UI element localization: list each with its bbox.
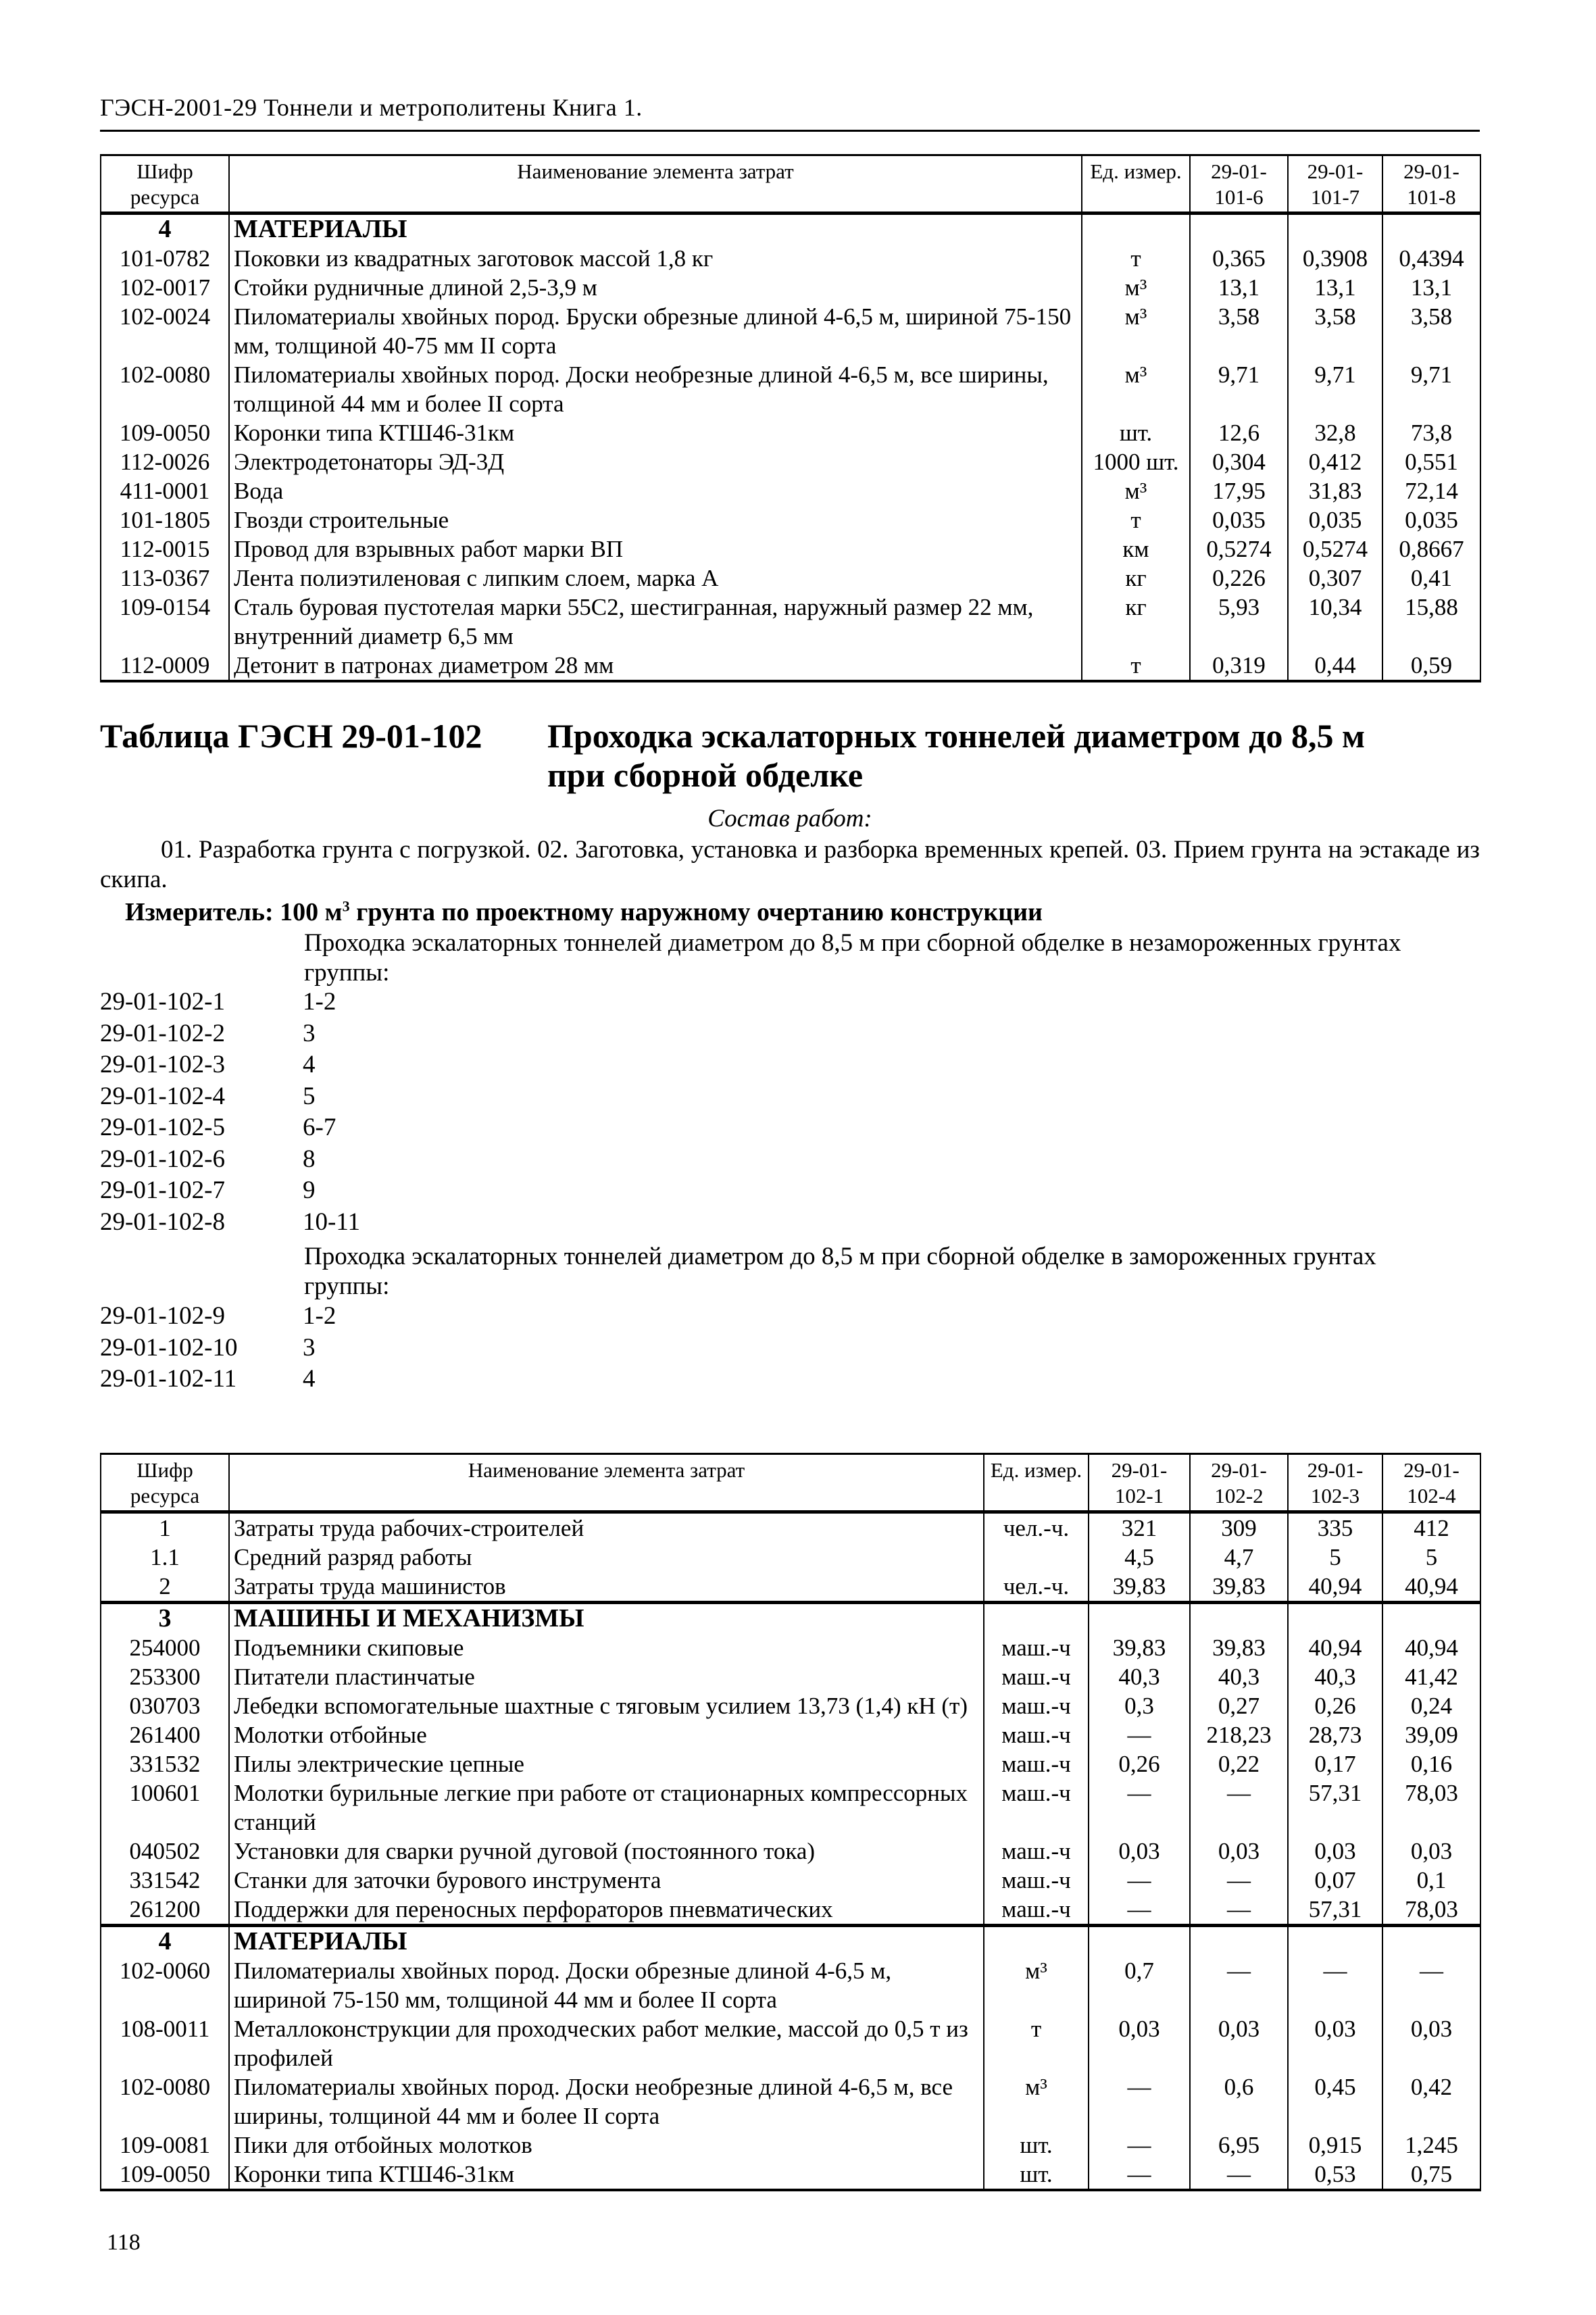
table-row (101, 1512, 1480, 1543)
resource-name: Коронки типа КТШ46-31км (229, 2160, 984, 2190)
rate-code: 29-01-102-9 (100, 1302, 225, 1330)
norm-value: 0,22 (1190, 1749, 1288, 1778)
resource-name: Пики для отбойных молотков (229, 2131, 984, 2160)
unit: маш.-ч (984, 1866, 1089, 1895)
norm-value: 0,035 (1382, 505, 1480, 534)
norm-value: 40,3 (1190, 1662, 1288, 1691)
rate-item (100, 1018, 360, 1050)
resource-code: 030703 (101, 1691, 229, 1720)
work-composition-text: 01. Разработка грунта с погрузкой. 02. Заготовка, установка и разборка временных крепей. 03. Прием грунта на эстакаде из скипа. (100, 836, 1480, 893)
table-header-row (101, 155, 1480, 214)
unit: кг (1082, 564, 1190, 593)
resource-name: Средний разряд работы (229, 1543, 984, 1572)
table-name-title: Проходка эскалаторных тоннелей диаметром до 8,5 м при сборной обделке (547, 717, 1366, 794)
running-header: ГЭСН-2001-29 Тоннели и метрополитены Книга 1. (100, 94, 643, 121)
resource-code: 102-0024 (101, 302, 229, 360)
table-row (101, 2014, 1480, 2072)
table-row (101, 1691, 1480, 1720)
norm-value: — (1288, 1956, 1382, 2014)
group-description-unfrozen: Проходка эскалаторных тоннелей диаметром до 8,5 м при сборной обделке в незамороженных грунтах группы: (304, 929, 1401, 987)
resource-name: Установки для сварки ручной дуговой (постоянного тока) (229, 1837, 984, 1866)
table-row (101, 476, 1480, 505)
norm-value: 57,31 (1288, 1778, 1382, 1837)
table-row (101, 1778, 1480, 1837)
resource-code: 331532 (101, 1749, 229, 1778)
norm-value: 73,8 (1382, 418, 1480, 447)
unit: маш.-ч (984, 1895, 1089, 1926)
table-row (101, 651, 1480, 681)
norm-value: 0,26 (1089, 1749, 1190, 1778)
resource-name: Пиломатериалы хвойных пород. Доски необрезные длиной 4-6,5 м, все ширины, толщиной 44 мм и более II сорта (229, 2072, 984, 2131)
resource-code: 1.1 (101, 1543, 229, 1572)
rate-code: 29-01-102-7 (100, 1176, 225, 1204)
resource-name: Пиломатериалы хвойных пород. Доски необрезные длиной 4-6,5 м, все ширины, толщиной 44 мм и более II сорта (229, 360, 1082, 418)
meter-sup: 3 (342, 897, 350, 915)
unit: шт. (984, 2160, 1089, 2190)
table-row (101, 244, 1480, 273)
unit: т (1082, 651, 1190, 681)
rate-list-unfrozen (100, 987, 360, 1238)
resource-code: 100601 (101, 1778, 229, 1837)
soil-group: 4 (303, 1051, 316, 1078)
soil-group: 6-7 (303, 1114, 336, 1141)
norm-value: 39,83 (1089, 1633, 1190, 1662)
norm-value: 0,307 (1288, 564, 1382, 593)
section-code: 3 (101, 1603, 229, 1634)
resource-name: Коронки типа КТШ46-31км (229, 418, 1082, 447)
norm-value: 9,71 (1288, 360, 1382, 418)
norm-value: 335 (1288, 1512, 1382, 1543)
norm-value: 0,915 (1288, 2131, 1382, 2160)
table-row (101, 564, 1480, 593)
resource-name: Гвозди строительные (229, 505, 1082, 534)
resource-code: 112-0015 (101, 534, 229, 564)
norm-value: 57,31 (1288, 1895, 1382, 1926)
resource-name: Молотки отбойные (229, 1720, 984, 1749)
norm-value: 0,41 (1382, 564, 1480, 593)
header-col-2: 29-01-102-2 (1190, 1454, 1288, 1512)
norm-value: 0,24 (1382, 1691, 1480, 1720)
norm-value: 5,93 (1190, 593, 1288, 651)
resource-name: Стойки рудничные длиной 2,5-3,9 м (229, 273, 1082, 302)
norm-value: 15,88 (1382, 593, 1480, 651)
norm-value: 0,1 (1382, 1866, 1480, 1895)
rate-item (100, 1049, 360, 1081)
rate-item (100, 1081, 360, 1113)
unit: 1000 шт. (1082, 447, 1190, 476)
resource-code: 113-0367 (101, 564, 229, 593)
resource-code: 101-0782 (101, 244, 229, 273)
rate-list-frozen (100, 1301, 336, 1395)
section-name: МАТЕРИАЛЫ (229, 214, 1082, 245)
unit: т (984, 2014, 1089, 2072)
norm-value: — (1190, 1895, 1288, 1926)
norm-value: — (1190, 2160, 1288, 2190)
norm-value: 0,03 (1089, 1837, 1190, 1866)
resource-name: Подъемники скиповые (229, 1633, 984, 1662)
resource-code: 040502 (101, 1837, 229, 1866)
norm-value: 72,14 (1382, 476, 1480, 505)
rate-item (100, 1364, 336, 1395)
norm-value: 3,58 (1190, 302, 1288, 360)
table-row (101, 1572, 1480, 1603)
resource-code: 112-0026 (101, 447, 229, 476)
norm-value: 0,27 (1190, 1691, 1288, 1720)
table-row (101, 505, 1480, 534)
norm-value: 0,42 (1382, 2072, 1480, 2131)
norm-value: 0,17 (1288, 1749, 1382, 1778)
norm-value: 0,7 (1089, 1956, 1190, 2014)
rate-code: 29-01-102-4 (100, 1082, 225, 1110)
unit: маш.-ч (984, 1837, 1089, 1866)
norm-value: 0,412 (1288, 447, 1382, 476)
norm-value: 13,1 (1382, 273, 1480, 302)
table-row (101, 360, 1480, 418)
resource-table-29-01-101 (100, 154, 1481, 682)
norm-value: 3,58 (1288, 302, 1382, 360)
unit: шт. (984, 2131, 1089, 2160)
norm-value: 0,03 (1382, 1837, 1480, 1866)
resource-code: 102-0080 (101, 360, 229, 418)
norm-value: 412 (1382, 1512, 1480, 1543)
section-name: МАШИНЫ И МЕХАНИЗМЫ (229, 1603, 984, 1634)
soil-group: 8 (303, 1145, 316, 1173)
header-unit: Ед. измер. (1082, 155, 1190, 214)
resource-name: Детонит в патронах диаметром 28 мм (229, 651, 1082, 681)
norm-value: 0,226 (1190, 564, 1288, 593)
resource-code: 253300 (101, 1662, 229, 1691)
table-code-title: Таблица ГЭСН 29-01-102 (100, 717, 482, 755)
resource-code: 254000 (101, 1633, 229, 1662)
table-row (101, 1837, 1480, 1866)
header-code: Шифр ресурса (101, 1454, 229, 1512)
norm-value: 0,319 (1190, 651, 1288, 681)
resource-code: 109-0081 (101, 2131, 229, 2160)
resource-name: Металлоконструкции для проходческих работ мелкие, массой до 0,5 т из профилей (229, 2014, 984, 2072)
table-row (101, 534, 1480, 564)
rate-code: 29-01-102-6 (100, 1145, 225, 1173)
norm-value: 10,34 (1288, 593, 1382, 651)
table-row (101, 273, 1480, 302)
rate-item (100, 1112, 360, 1144)
unit: м³ (1082, 360, 1190, 418)
norm-value: — (1190, 1956, 1288, 2014)
norm-value: 32,8 (1288, 418, 1382, 447)
norm-value: 218,23 (1190, 1720, 1288, 1749)
norm-value: 39,83 (1190, 1633, 1288, 1662)
norm-value: 3,58 (1382, 302, 1480, 360)
norm-value: 0,5274 (1288, 534, 1382, 564)
rate-item (100, 1144, 360, 1176)
resource-name: Пилы электрические цепные (229, 1749, 984, 1778)
resource-name: Провод для взрывных работ марки ВП (229, 534, 1082, 564)
rate-item (100, 1207, 360, 1239)
soil-group: 10-11 (303, 1208, 360, 1236)
norm-value: 4,7 (1190, 1543, 1288, 1572)
resource-code: 101-1805 (101, 505, 229, 534)
header-code: Шифр ресурса (101, 155, 229, 214)
norm-value: — (1089, 2072, 1190, 2131)
unit: м³ (1082, 476, 1190, 505)
norm-value: 13,1 (1288, 273, 1382, 302)
norm-value: 0,59 (1382, 651, 1480, 681)
norm-value: 13,1 (1190, 273, 1288, 302)
rate-code: 29-01-102-10 (100, 1333, 238, 1362)
norm-value: 0,03 (1288, 1837, 1382, 1866)
section-name: МАТЕРИАЛЫ (229, 1926, 984, 1957)
norm-value: — (1089, 1778, 1190, 1837)
unit: кг (1082, 593, 1190, 651)
resource-code: 109-0050 (101, 2160, 229, 2190)
rate-item (100, 1175, 360, 1207)
norm-value: — (1190, 1778, 1288, 1837)
work-composition-heading: Состав работ: (707, 805, 872, 832)
header-col-1: 29-01-102-1 (1089, 1454, 1190, 1512)
header-name: Наименование элемента затрат (229, 155, 1082, 214)
norm-value: 0,551 (1382, 447, 1480, 476)
header-col-4: 29-01-102-4 (1382, 1454, 1480, 1512)
meter-suffix: грунта по проектному наружному очертанию конструкции (349, 898, 1043, 926)
norm-value: 9,71 (1190, 360, 1288, 418)
norm-value: 39,83 (1089, 1572, 1190, 1603)
unit: т (1082, 244, 1190, 273)
section-code: 4 (101, 214, 229, 245)
norm-value: 0,03 (1288, 2014, 1382, 2072)
table-row (101, 2072, 1480, 2131)
resource-name: Лебедки вспомогательные шахтные с тяговым усилием 13,73 (1,4) кН (т) (229, 1691, 984, 1720)
soil-group: 3 (303, 1019, 316, 1047)
meter-line (125, 897, 1043, 927)
norm-value: 0,4394 (1382, 244, 1480, 273)
resource-code: 331542 (101, 1866, 229, 1895)
table-header-row (101, 1454, 1480, 1512)
norm-value: 40,3 (1089, 1662, 1190, 1691)
table-row (101, 1720, 1480, 1749)
norm-value: 28,73 (1288, 1720, 1382, 1749)
norm-value: 0,03 (1382, 2014, 1480, 2072)
rate-code: 29-01-102-3 (100, 1051, 225, 1078)
norm-value: 0,304 (1190, 447, 1288, 476)
norm-value: 6,95 (1190, 2131, 1288, 2160)
unit: м³ (1082, 273, 1190, 302)
table-row (101, 1633, 1480, 1662)
norm-value: 40,94 (1382, 1572, 1480, 1603)
unit (984, 1543, 1089, 1572)
norm-value: 0,035 (1288, 505, 1382, 534)
resource-code: 1 (101, 1512, 229, 1543)
resource-name: Сталь буровая пустотелая марки 55С2, шестигранная, наружный размер 22 мм, внутренний диаметр 6,5 мм (229, 593, 1082, 651)
rate-code: 29-01-102-1 (100, 988, 225, 1016)
norm-value: — (1382, 1956, 1480, 2014)
resource-name: Станки для заточки бурового инструмента (229, 1866, 984, 1895)
resource-name: Вода (229, 476, 1082, 505)
unit: м³ (1082, 302, 1190, 360)
resource-code: 102-0017 (101, 273, 229, 302)
table-body (101, 214, 1480, 682)
table-row (101, 1543, 1480, 1572)
norm-value: 0,53 (1288, 2160, 1382, 2190)
header-col-2: 29-01-101-7 (1288, 155, 1382, 214)
norm-value: 1,245 (1382, 2131, 1480, 2160)
table-row (101, 302, 1480, 360)
table-row (101, 1895, 1480, 1926)
resource-name: Электродетонаторы ЭД-3Д (229, 447, 1082, 476)
unit: т (1082, 505, 1190, 534)
norm-value: — (1089, 1895, 1190, 1926)
norm-value: 0,03 (1089, 2014, 1190, 2072)
unit: км (1082, 534, 1190, 564)
table-row (101, 1956, 1480, 2014)
norm-value: 0,07 (1288, 1866, 1382, 1895)
resource-name: Пиломатериалы хвойных пород. Бруски обрезные длиной 4-6,5 м, шириной 75-150 мм, толщиной 40-75 мм II сорта (229, 302, 1082, 360)
norm-value: — (1089, 1720, 1190, 1749)
norm-value: 9,71 (1382, 360, 1480, 418)
header-rule (100, 130, 1480, 132)
section-row-materials (101, 214, 1480, 245)
header-col-3: 29-01-102-3 (1288, 1454, 1382, 1512)
rate-code: 29-01-102-8 (100, 1208, 225, 1236)
soil-group: 1-2 (303, 988, 336, 1016)
table-row (101, 2160, 1480, 2190)
norm-value: — (1089, 2131, 1190, 2160)
resource-name: Затраты труда рабочих-строителей (229, 1512, 984, 1543)
norm-value: 0,44 (1288, 651, 1382, 681)
norm-value: 0,16 (1382, 1749, 1480, 1778)
table-row (101, 1662, 1480, 1691)
table-row (101, 1749, 1480, 1778)
unit: чел.-ч. (984, 1512, 1089, 1543)
labor-body (101, 1512, 1480, 1603)
resource-code: 261200 (101, 1895, 229, 1926)
resource-code: 102-0080 (101, 2072, 229, 2131)
norm-value: 4,5 (1089, 1543, 1190, 1572)
resource-code: 411-0001 (101, 476, 229, 505)
norm-value: 0,26 (1288, 1691, 1382, 1720)
norm-value: 0,365 (1190, 244, 1288, 273)
norm-value: 321 (1089, 1512, 1190, 1543)
norm-value: 0,3908 (1288, 244, 1382, 273)
unit: м³ (984, 1956, 1089, 2014)
resource-code: 112-0009 (101, 651, 229, 681)
norm-value: 5 (1288, 1543, 1382, 1572)
table-row (101, 2131, 1480, 2160)
norm-value: 31,83 (1288, 476, 1382, 505)
soil-group: 1-2 (303, 1302, 336, 1330)
machines-body (101, 1603, 1480, 1926)
soil-group: 3 (303, 1333, 316, 1362)
resource-code: 108-0011 (101, 2014, 229, 2072)
norm-value: 78,03 (1382, 1778, 1480, 1837)
group-description-frozen: Проходка эскалаторных тоннелей диаметром до 8,5 м при сборной обделке в замороженных грунтах группы: (304, 1243, 1376, 1300)
norm-value: 0,035 (1190, 505, 1288, 534)
table-row (101, 593, 1480, 651)
resource-name: Поддержки для переносных перфораторов пневматических (229, 1895, 984, 1926)
unit: шт. (1082, 418, 1190, 447)
table-row (101, 1866, 1480, 1895)
header-unit: Ед. измер. (984, 1454, 1089, 1512)
resource-name: Молотки бурильные легкие при работе от стационарных компрессорных станций (229, 1778, 984, 1837)
unit: маш.-ч (984, 1691, 1089, 1720)
rate-code: 29-01-102-5 (100, 1114, 225, 1141)
resource-table-29-01-102 (100, 1453, 1481, 2191)
norm-value: 39,83 (1190, 1572, 1288, 1603)
norm-value: 17,95 (1190, 476, 1288, 505)
page-number: 118 (107, 2230, 141, 2255)
resource-code: 261400 (101, 1720, 229, 1749)
section-row-materials (101, 1926, 1480, 1957)
rate-code: 29-01-102-2 (100, 1019, 225, 1047)
resource-code: 109-0050 (101, 418, 229, 447)
resource-code: 109-0154 (101, 593, 229, 651)
rate-item (100, 1333, 336, 1364)
resource-code: 102-0060 (101, 1956, 229, 2014)
unit: маш.-ч (984, 1662, 1089, 1691)
unit: м³ (984, 2072, 1089, 2131)
soil-group: 9 (303, 1176, 316, 1204)
unit: чел.-ч. (984, 1572, 1089, 1603)
rate-code: 29-01-102-11 (100, 1365, 237, 1393)
norm-value: 0,8667 (1382, 534, 1480, 564)
resource-name: Поковки из квадратных заготовок массой 1,8 кг (229, 244, 1082, 273)
norm-value: 41,42 (1382, 1662, 1480, 1691)
norm-value: 5 (1382, 1543, 1480, 1572)
norm-value: 40,94 (1288, 1572, 1382, 1603)
rate-item (100, 987, 360, 1018)
header-col-1: 29-01-101-6 (1190, 155, 1288, 214)
meter-prefix: Измеритель: 100 м (125, 898, 343, 926)
unit: маш.-ч (984, 1720, 1089, 1749)
norm-value: — (1089, 1866, 1190, 1895)
rate-item (100, 1301, 336, 1333)
unit: маш.-ч (984, 1778, 1089, 1837)
norm-value: 0,6 (1190, 2072, 1288, 2131)
resource-name: Лента полиэтиленовая с липким слоем, марка А (229, 564, 1082, 593)
norm-value: 39,09 (1382, 1720, 1480, 1749)
soil-group: 4 (303, 1365, 316, 1393)
header-name: Наименование элемента затрат (229, 1454, 984, 1512)
unit: маш.-ч (984, 1749, 1089, 1778)
table-row (101, 418, 1480, 447)
unit: маш.-ч (984, 1633, 1089, 1662)
norm-value: 0,45 (1288, 2072, 1382, 2131)
norm-value: 40,94 (1382, 1633, 1480, 1662)
norm-value: 40,3 (1288, 1662, 1382, 1691)
norm-value: 0,3 (1089, 1691, 1190, 1720)
materials-body (101, 1926, 1480, 2191)
norm-value: 78,03 (1382, 1895, 1480, 1926)
resource-code: 2 (101, 1572, 229, 1603)
soil-group: 5 (303, 1082, 316, 1110)
norm-value: 40,94 (1288, 1633, 1382, 1662)
norm-value: 309 (1190, 1512, 1288, 1543)
norm-value: 0,75 (1382, 2160, 1480, 2190)
resource-name: Питатели пластинчатые (229, 1662, 984, 1691)
norm-value: 0,03 (1190, 2014, 1288, 2072)
norm-value: — (1190, 1866, 1288, 1895)
norm-value: 0,5274 (1190, 534, 1288, 564)
section-code: 4 (101, 1926, 229, 1957)
norm-value: 0,03 (1190, 1837, 1288, 1866)
table-row (101, 447, 1480, 476)
resource-name: Пиломатериалы хвойных пород. Доски обрезные длиной 4-6,5 м, шириной 75-150 мм, толщиной 44 мм и более II сорта (229, 1956, 984, 2014)
norm-value: 12,6 (1190, 418, 1288, 447)
norm-value: — (1089, 2160, 1190, 2190)
section-row-machines (101, 1603, 1480, 1634)
resource-name: Затраты труда машинистов (229, 1572, 984, 1603)
header-col-3: 29-01-101-8 (1382, 155, 1480, 214)
